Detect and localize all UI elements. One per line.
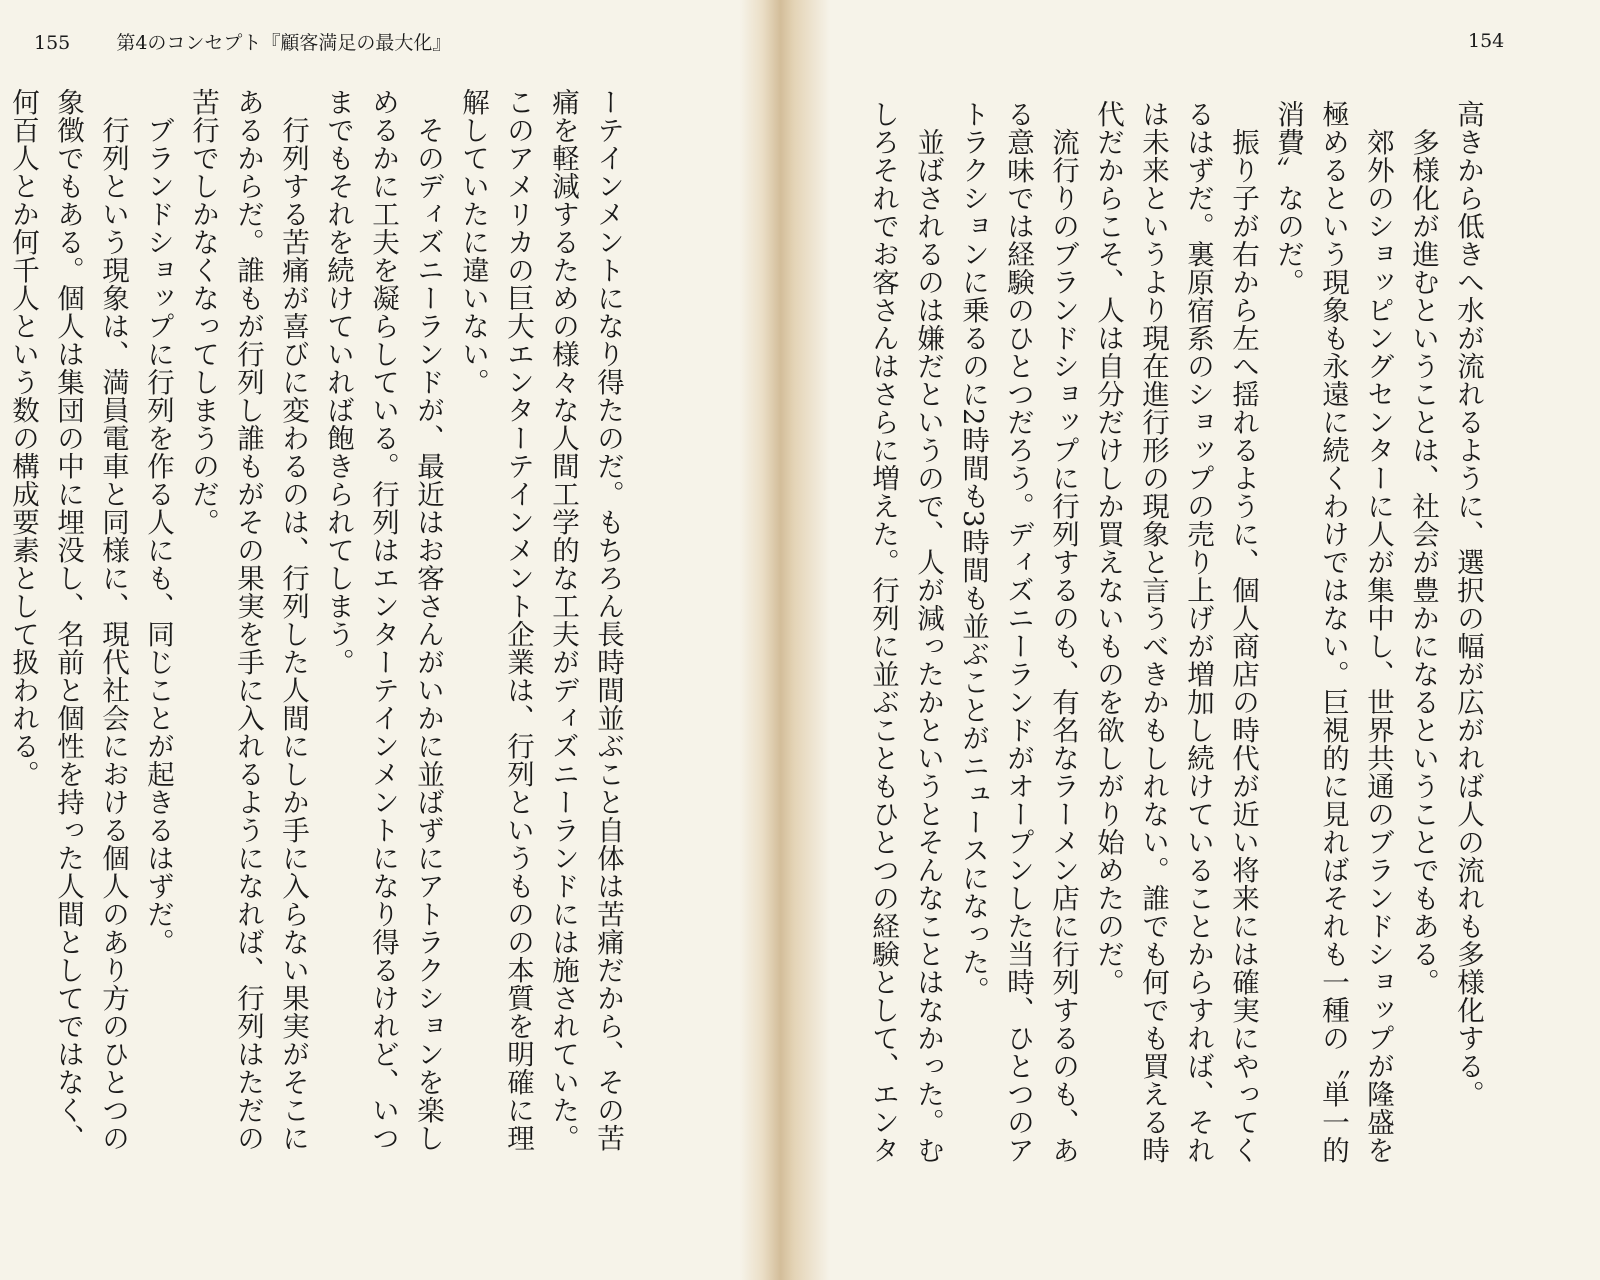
text-line: 並ばされるのは嫌だというので、人が減ったかというとそんなことはなかった。む	[912, 100, 944, 1164]
left-page-header	[34, 28, 451, 55]
text-line: 何百人とか何千人という数の構成要素として扱われる。	[7, 88, 39, 788]
text-line: 消費〟なのだ。	[1272, 100, 1304, 296]
text-line: 流行りのブランドショップに行列するのも、有名なラーメン店に行列するのも、あ	[1047, 100, 1079, 1164]
text-line: しろそれでお客さんはさらに増えた。行列に並ぶこともひとつの経験として、エンタ	[867, 100, 899, 1164]
right-page-text	[867, 100, 1490, 1270]
text-line: るはずだ。裏原宿系のショップの売り上げが増加し続けていることからすれば、それ	[1182, 100, 1214, 1164]
text-line: 解していたに違いない。	[457, 88, 489, 396]
text-line: 郊外のショッピングセンターに人が集中し、世界共通のブランドショップが隆盛を	[1362, 100, 1394, 1164]
text-line: 苦行でしかなくなってしまうのだ。	[187, 88, 219, 536]
text-line: ブランドショップに行列を作る人にも、同じことが起きるはずだ。	[142, 88, 174, 956]
text-line: 高きから低きへ水が流れるように、選択の幅が広がれば人の流れも多様化する。	[1452, 100, 1484, 1108]
text-line: 行列という現象は、満員電車と同様に、現代社会における個人のあり方のひとつの	[97, 88, 129, 1152]
text-line: 多様化が進むということは、社会が豊かになるということでもある。	[1407, 100, 1439, 996]
text-line: ーテインメントになり得たのだ。もちろん長時間並ぶこと自体は苦痛だから、その苦	[592, 88, 624, 1152]
text-line: 痛を軽減するための様々な人間工学的な工夫がディズニーランドには施されていた。	[547, 88, 579, 1152]
left-page-text	[7, 88, 630, 1268]
book-gutter	[740, 0, 830, 1280]
left-page-number: 155	[34, 32, 71, 54]
text-line: 象徴でもある。個人は集団の中に埋没し、名前と個性を持った人間としてではなく、	[52, 88, 84, 1152]
text-line: トラクションに乗るのに2時間も3時間も並ぶことがニュースになった。	[957, 100, 989, 1004]
text-line: は未来というより現在進行形の現象と言うべきかもしれない。誰でも何でも買える時	[1137, 100, 1169, 1164]
running-head: 第4のコンセプト『顧客満足の最大化』	[116, 32, 452, 54]
text-line: 行列する苦痛が喜びに変わるのは、行列した人間にしか手に入らない果実がそこに	[277, 88, 309, 1152]
text-line: そのディズニーランドが、最近はお客さんがいかに並ばずにアトラクションを楽し	[412, 88, 444, 1152]
text-line: までもそれを続けていれば飽きられてしまう。	[322, 88, 354, 676]
text-line: あるからだ。誰もが行列し誰もがその果実を手に入れるようになれば、行列はただの	[232, 88, 264, 1152]
text-line: このアメリカの巨大エンターテインメント企業は、行列というものの本質を明確に理	[502, 88, 534, 1152]
text-line: めるかに工夫を凝らしている。行列はエンターテインメントになり得るけれど、いつ	[367, 88, 399, 1152]
text-line: 振り子が右から左へ揺れるように、個人商店の時代が近い将来には確実にやってく	[1227, 100, 1259, 1164]
right-page-number: 154	[1468, 30, 1505, 52]
text-line: 極めるという現象も永遠に続くわけではない。巨視的に見ればそれも一種の〝単一的	[1317, 100, 1349, 1164]
text-line: 代だからこそ、人は自分だけしか買えないものを欲しがり始めたのだ。	[1092, 100, 1124, 996]
text-line: る意味では経験のひとつだろう。ディズニーランドがオープンした当時、ひとつのア	[1002, 100, 1034, 1164]
